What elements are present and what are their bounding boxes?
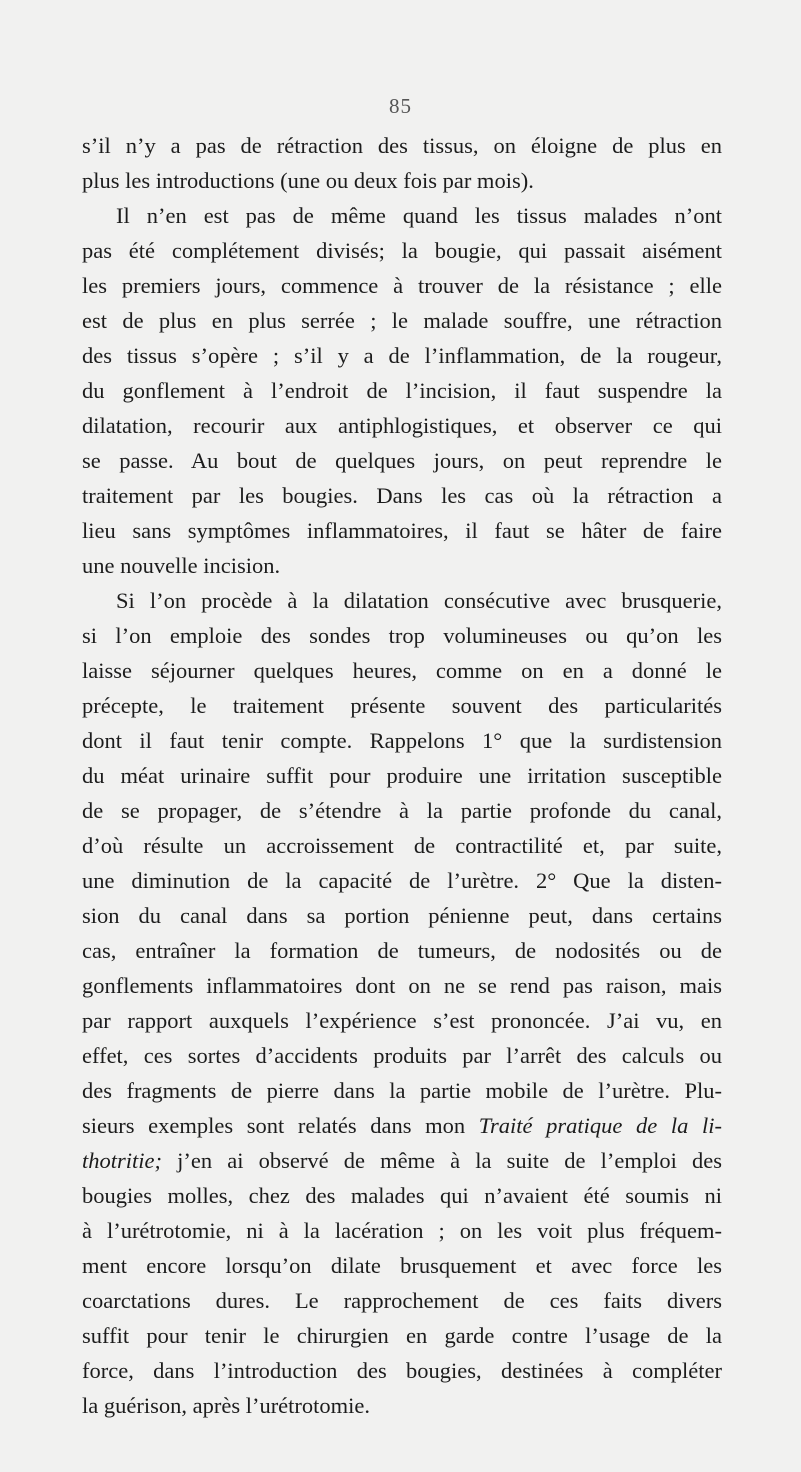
text-line (82, 653, 722, 688)
page-number: 85 (389, 94, 412, 118)
text-span: plus les introductions (une ou deux fois par mois). (82, 168, 534, 193)
italic-text: Traité pratique de la li- (478, 1113, 722, 1138)
text-line (82, 828, 722, 863)
text-line (82, 688, 722, 723)
text-span: des fragments de pierre dans la partie mobile de l’urètre. Plu- (82, 1078, 722, 1103)
text-line (82, 1283, 722, 1318)
text-span: lieu sans symptômes inflammatoires, il faut se hâter de faire (82, 518, 722, 543)
text-line (82, 128, 722, 163)
text-span: d’où résulte un accroissement de contractilité et, par suite, (82, 833, 722, 858)
text-span: effet, ces sortes d’accidents produits par l’arrêt des calculs ou (82, 1043, 722, 1068)
text-span: la guérison, après l’urétrotomie. (82, 1393, 371, 1418)
text-line (82, 1143, 722, 1178)
text-line (82, 583, 722, 618)
text-line (82, 303, 722, 338)
text-line (82, 163, 722, 198)
text-span: des tissus s’opère ; s’il y a de l’inflammation, de la rougeur, (82, 343, 722, 368)
text-span: une nouvelle incision. (82, 553, 281, 578)
text-span: coarctations dures. Le rapprochement de ces faits divers (82, 1288, 722, 1313)
text-line (82, 1038, 722, 1073)
text-line (82, 408, 722, 443)
text-span: force, dans l’introduction des bougies, destinées à compléter (82, 1358, 722, 1383)
body-text (82, 128, 722, 1423)
text-span: de se propager, de s’étendre à la partie profonde du canal, (82, 798, 722, 823)
text-line (82, 478, 722, 513)
text-line (82, 198, 722, 233)
text-span: suffit pour tenir le chirurgien en garde contre l’usage de la (82, 1323, 722, 1348)
text-span: sion du canal dans sa portion pénienne peut, dans certains (82, 903, 722, 928)
text-line (82, 268, 722, 303)
text-span: à l’urétrotomie, ni à la lacération ; on les voit plus fréquem- (82, 1218, 722, 1243)
text-span: une diminution de la capacité de l’urètre. 2° Que la disten- (82, 868, 722, 893)
text-span: traitement par les bougies. Dans les cas où la rétraction a (82, 483, 722, 508)
text-line (82, 1073, 722, 1108)
text-line (82, 1178, 722, 1213)
text-line (82, 1213, 722, 1248)
text-span: ment encore lorsqu’on dilate brusquement et avec force les (82, 1253, 722, 1278)
text-line (82, 1248, 722, 1283)
text-span: bougies molles, chez des malades qui n’avaient été soumis ni (82, 1183, 722, 1208)
text-line (82, 373, 722, 408)
text-line (82, 1318, 722, 1353)
text-span: est de plus en plus serrée ; le malade souffre, une rétraction (82, 308, 722, 333)
text-line (82, 513, 722, 548)
text-line (82, 968, 722, 1003)
text-line (82, 863, 722, 898)
text-span: s’il n’y a pas de rétraction des tissus, on éloigne de plus en (82, 133, 722, 158)
text-line (82, 1108, 722, 1143)
text-span: pas été complétement divisés; la bougie, qui passait aisément (82, 238, 722, 263)
text-span: sieurs exemples sont relatés dans mon (82, 1113, 479, 1138)
text-span: dilatation, recourir aux antiphlogistiques, et observer ce qui (82, 413, 722, 438)
text-span: Il n’en est pas de même quand les tissus malades n’ont (116, 203, 722, 228)
text-span: si l’on emploie des sondes trop volumineuses ou qu’on les (82, 623, 722, 648)
text-line (82, 1353, 722, 1388)
text-line (82, 548, 722, 583)
text-span: précepte, le traitement présente souvent des particularités (82, 693, 722, 718)
text-span: du gonflement à l’endroit de l’incision, il faut suspendre la (82, 378, 722, 403)
text-span: se passe. Au bout de quelques jours, on peut reprendre le (82, 448, 722, 473)
text-span: gonflements inflammatoires dont on ne se rend pas raison, mais (82, 973, 722, 998)
text-line (82, 1388, 722, 1423)
text-line (82, 793, 722, 828)
text-span: laisse séjourner quelques heures, comme on en a donné le (82, 658, 722, 683)
text-span: du méat urinaire suffit pour produire une irritation susceptible (82, 763, 722, 788)
text-line (82, 443, 722, 478)
text-span: j’en ai observé de même à la suite de l’emploi des (162, 1148, 722, 1173)
text-line (82, 618, 722, 653)
text-span: par rapport auxquels l’expérience s’est prononcée. J’ai vu, en (82, 1008, 722, 1033)
text-line (82, 758, 722, 793)
text-span: les premiers jours, commence à trouver de la résistance ; elle (82, 273, 722, 298)
text-span: Si l’on procède à la dilatation consécutive avec brusquerie, (116, 588, 722, 613)
text-line (82, 898, 722, 933)
text-span: cas, entraîner la formation de tumeurs, de nodosités ou de (82, 938, 722, 963)
text-span: dont il faut tenir compte. Rappelons 1° que la surdistension (82, 728, 722, 753)
text-line (82, 233, 722, 268)
text-line (82, 1003, 722, 1038)
text-line (82, 723, 722, 758)
text-line (82, 933, 722, 968)
italic-text: thotritie; (82, 1148, 162, 1173)
text-line (82, 338, 722, 373)
